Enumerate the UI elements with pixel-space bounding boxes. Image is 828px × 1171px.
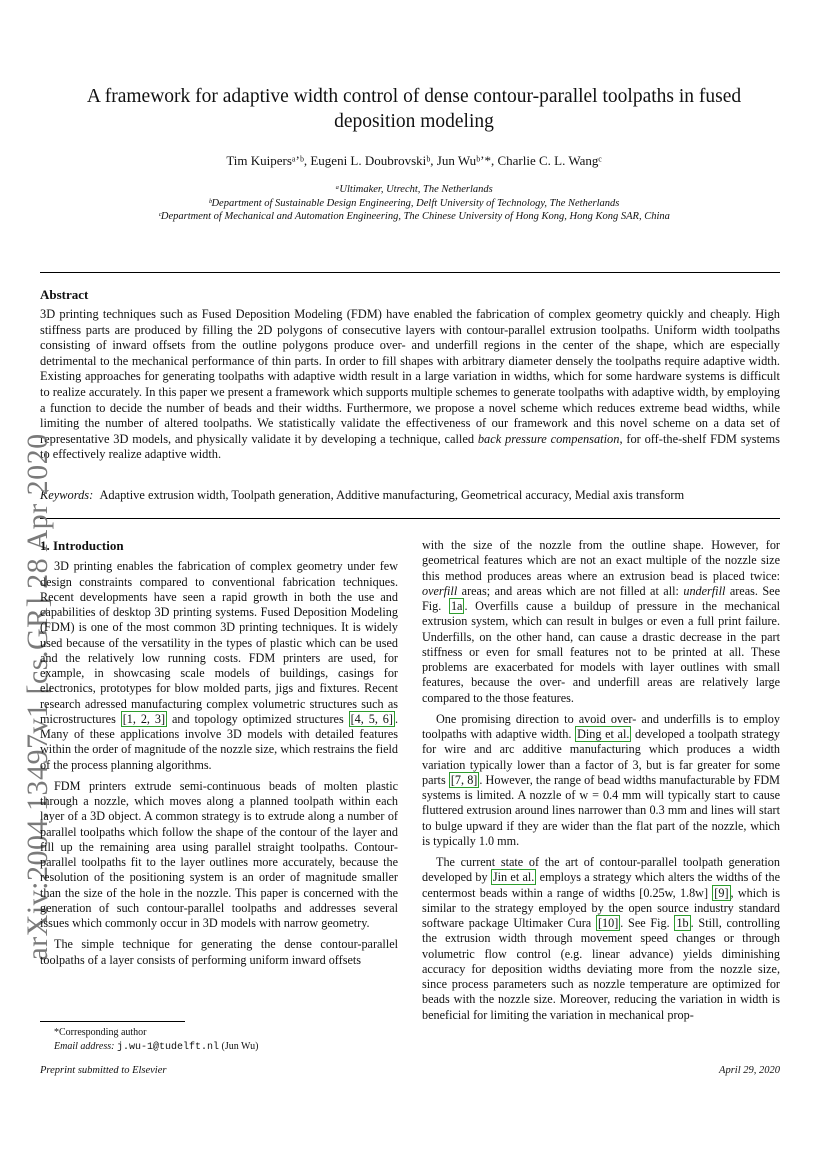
arxiv-identifier: arXiv:2004.13497v1 [cs.GR] 28 Apr 2020 bbox=[21, 433, 54, 961]
citation-link[interactable]: [4, 5, 6] bbox=[350, 711, 393, 726]
email-address[interactable]: j.wu-1@tudelft.nl bbox=[116, 1042, 219, 1053]
email-note: Email address: j.wu-1@tudelft.nl (Jun Wu) bbox=[54, 1041, 259, 1053]
citation-link[interactable]: [10] bbox=[597, 916, 619, 930]
citation-link[interactable]: [9] bbox=[714, 885, 729, 900]
keywords bbox=[40, 488, 780, 503]
figure-link[interactable]: 1b bbox=[676, 916, 689, 930]
paragraph: with the size of the nozzle from the outline shape. However, for geometrical features which are not an exact multiple of the nozzle size this method produces areas where an extrusion bead is placed twice: overfill areas; and areas which are not filled at all: underfill areas. See Fig. 1a . Overfills cause a buildup of pressure in the mechanical extrusion system, which can result in bulges or even a full print failure. Underfills, on the other hand, can cause a drastic decrease in the part stiffness or even for small features not to be printed at all. These problems are exacerbated for models with layer outlines with small features, because the over- and underfill areas are relatively large compared to the those features. bbox=[422, 538, 780, 705]
keywords-label: Keywords: bbox=[40, 488, 94, 502]
abstract-body: 3D printing techniques such as Fused Deposition Modeling (FDM) have enabled the fabrication of complex geometry quickly and cheaply. High stiffness parts are produced by filling the 2D polygons of consecutive layers with contour-parallel extrusion toolpaths. Uniform width toolpaths consisting of inward offsets from the outline polygons produce over- and underfill regions in the center of the shape, which are especially detrimental to the mechanical performance of thin parts. In order to fill shapes with arbitrary diameter densely the toolpaths require adaptive width. Existing approaches for generating toolpaths with adaptive width result in a large variation in widths, which for some hardware systems is difficult to realize accurately. In this paper we present a framework which supports multiple schemes to generate toolpaths with adaptive width, by employing a function to decide the number of beads and their widths. Furthermore, we propose a novel scheme which reduces extreme bead widths, while limiting the number of altered toolpaths. We statistically validate the effectiveness of our framework and this novel scheme on a data set of representative 3D models, and physically validate it by developing a technique, called back pressure compensation, for off-the-shelf FDM systems to effectively realize adaptive width. bbox=[40, 307, 780, 462]
footer-date: April 29, 2020 bbox=[719, 1065, 780, 1076]
citation-link[interactable]: Ding et al. bbox=[577, 727, 630, 741]
author-list: Tim Kuipersᵃʼᵇ, Eugeni L. Doubrovskiᵇ, Jun Wuᵇʼ*, Charlie C. L. Wangᶜ bbox=[226, 153, 602, 168]
section-heading-introduction: 1. Introduction bbox=[40, 538, 124, 553]
affiliation-b: ᵇDepartment of Sustainable Design Engineering, Delft University of Technology, The Netherlands bbox=[208, 197, 620, 209]
citation-link[interactable]: [7, 8] bbox=[450, 772, 478, 787]
right-column bbox=[422, 538, 780, 1023]
corresponding-author-note: *Corresponding author bbox=[54, 1027, 147, 1038]
abstract-divider bbox=[40, 518, 780, 519]
top-divider bbox=[40, 272, 780, 273]
citation-link[interactable]: [1, 2, 3] bbox=[122, 711, 166, 726]
abstract-heading: Abstract bbox=[40, 287, 89, 302]
paragraph: FDM printers extrude semi-continuous beads of molten plastic through a nozzle, which moves along a planned toolpath within each layer of a 3D object. A common strategy is to extrude along a number of parallel toolpaths which follow the shape of the contour of the layer and fill up the remaining area using parallel straight toolpaths. Contour-parallel toolpaths fit to the layer outlines more accurately, because the resolution of the positioning system is an order of magnitude smaller than the size of the hole in the nozzle. This paper is concerned with the generation of such contour-parallel toolpaths and addresses several issues which commonly occur in 3D models with narrow geometry. bbox=[40, 778, 398, 930]
affiliation-a: ᵃUltimaker, Utrecht, The Netherlands bbox=[335, 184, 493, 195]
paragraph: The simple technique for generating the dense contour-parallel toolpaths of a layer consists of performing uniform inward offsets bbox=[40, 937, 398, 967]
footnote bbox=[40, 1026, 400, 1055]
affiliations bbox=[60, 183, 768, 224]
paragraph: The current state of the art of contour-parallel toolpath generation developed by Jin et al. employs a strategy which alters the widths of the centermost beads within a range of widths [0.25w, 1.8w] [9] , which is similar to the strategy employed by the open source industry standard software package Ultimaker Cura [10] . See Fig. 1b . Still, controlling the extrusion width through movement speed changes or through volumetric flow control (e.g. linear advance) yields diminishing accuracy for deposition widths deviating more from the nozzle size, since process parameters such as nozzle temperature are optimized for beads with the nozzle size. Moreover, reducing the variation in width is beneficial for limiting the variation in mechanical prop- bbox=[422, 855, 781, 1022]
citation-link[interactable]: Jin et al. bbox=[492, 870, 535, 885]
affiliation-c: ᶜDepartment of Mechanical and Automation Engineering, The Chinese University of Hong Kong, Hong Kong SAR, China bbox=[158, 211, 670, 222]
keywords-list: Adaptive extrusion width, Toolpath generation, Additive manufacturing, Geometrical accuracy, Medial axis transform bbox=[99, 488, 685, 502]
paper-title: A framework for adaptive width control of dense contour-parallel toolpaths in fused deposition modeling bbox=[86, 86, 742, 132]
footnote-divider bbox=[40, 1021, 185, 1022]
paragraph: One promising direction to avoid over- and underfills is to employ toolpaths with adaptive width. Ding et al. developed a toolpath strategy for wire and arc additive manufacturing which produces a width variation typically lower than a factor of 3, but is far greater for some parts [7, 8] . However, the range of bead widths manufacturable by FDM systems is limited. A nozzle of w = 0.4 mm will typically start to cause fluttered extrusion around lines narrower than 0.3 mm and lines will start to bulge upward if they are wider than the flat part of the nozzle, which is typically 1.0 mm. bbox=[422, 711, 781, 848]
footer-journal: Preprint submitted to Elsevier bbox=[40, 1065, 167, 1076]
figure-link[interactable]: 1a bbox=[450, 599, 463, 613]
left-column bbox=[40, 538, 398, 968]
paragraph: 3D printing enables the fabrication of complex geometry under few design constraints compared to conventional fabrication techniques. Recent developments have seen a rapid growth in both the use and capabilities of desktop 3D printing systems. Fused Deposition Modeling (FDM) is one of the most common 3D printing techniques. It is widely used because of the versatility in the types of plastic which can be used and the relatively low running costs. FDM printers are used, for example, in showcasing scale models of buildings, casings for electronics, prototypes for blow molded parts, jigs and fixtures. Recent research adressed manufacturing complex volumetric structures such as microstructures [1, 2, 3] and topology optimized structures [4, 5, 6] . Many of these applications involve 3D models with detailed features within the order of magnitude of the nozzle size, which restrains the field of the process planning algorithms. bbox=[40, 559, 398, 772]
